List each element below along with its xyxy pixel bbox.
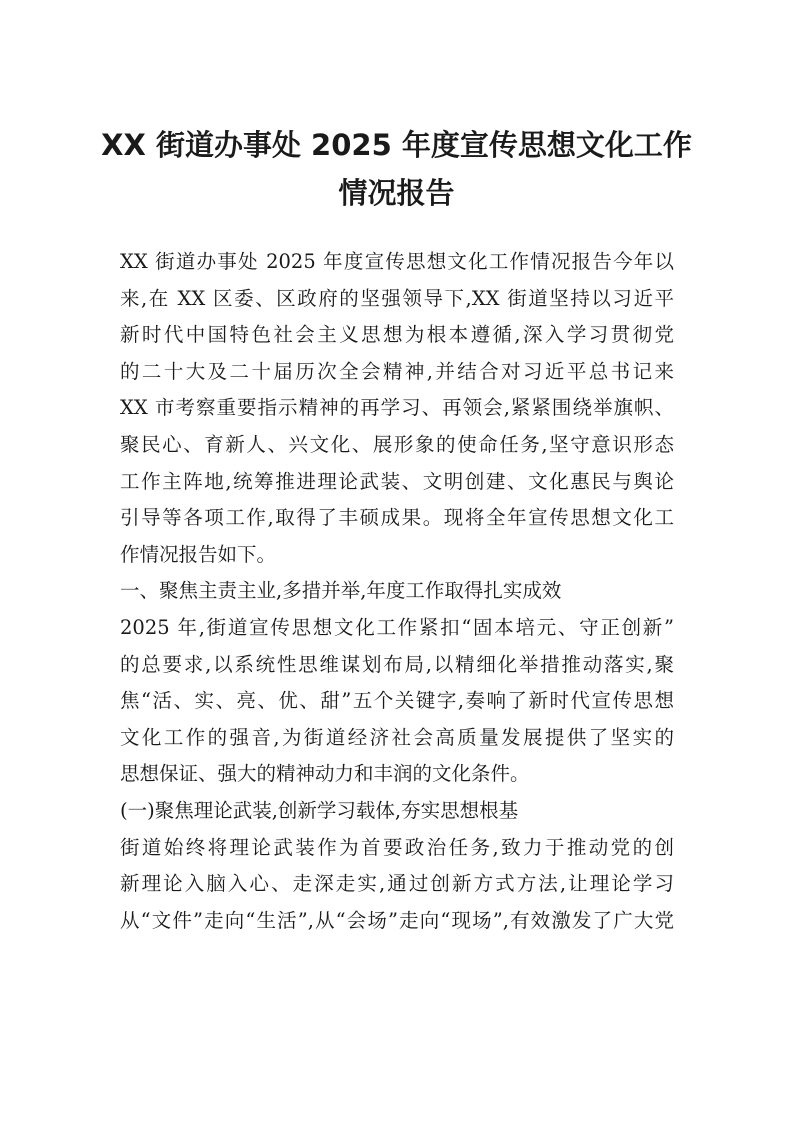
body-line: 街道始终将理论武装作为首要政治任务,致力于推动党的创 [120,835,674,859]
document-title [100,121,693,217]
body-line: 聚民心、育新人、兴文化、展形象的使命任务,坚守意识形态 [120,432,674,456]
body-line: 新时代中国特色社会主义思想为根本遵循,深入学习贯彻党 [120,323,674,347]
body-line: 的二十大及二十届历次全会精神,并结合对习近平总书记来 [120,359,674,383]
body-line: 从“文件”走向“生活”,从“会场”走向“现场”,有效激发了广大党 [120,908,674,932]
section-heading: 一、聚焦主责主业,多措并举,年度工作取得扎实成效 [120,579,562,603]
title-line-1: XX 街道办事处 2025 年度宣传思想文化工作 [101,128,692,162]
body-line: 2025 年,街道宣传思想文化工作紧扣“固本培元、守正创新” [120,615,674,639]
body-line: 工作主阵地,统筹推进理论武装、文明创建、文化惠民与舆论 [120,469,674,493]
body-line: 来,在 XX 区委、区政府的坚强领导下,XX 街道坚持以习近平 [120,286,674,310]
document-body [120,244,674,939]
body-line: XX 街道办事处 2025 年度宣传思想文化工作情况报告今年以 [120,250,674,273]
body-line: 的总要求,以系统性思维谋划布局,以精细化举措推动落实,聚 [120,652,674,676]
body-line: 新理论入脑入心、走深走实,通过创新方式方法,让理论学习 [120,872,674,896]
title-line-2: 情况报告 [338,176,455,210]
body-line: 文化工作的强音,为街道经济社会高质量发展提供了坚实的 [120,725,674,749]
body-line: XX 市考察重要指示精神的再学习、再领会,紧紧围绕举旗帜、 [120,396,674,420]
body-line: 引导等各项工作,取得了丰硕成果。现将全年宣传思想文化工 [120,506,674,530]
body-line: 作情况报告如下。 [120,542,277,566]
body-line: 思想保证、强大的精神动力和丰润的文化条件。 [120,762,530,786]
body-line: 焦“活、实、亮、优、甜”五个关键字,奏响了新时代宣传思想 [120,689,674,713]
subsection-heading: (一)聚焦理论武装,创新学习载体,夯实思想根基 [120,798,519,822]
